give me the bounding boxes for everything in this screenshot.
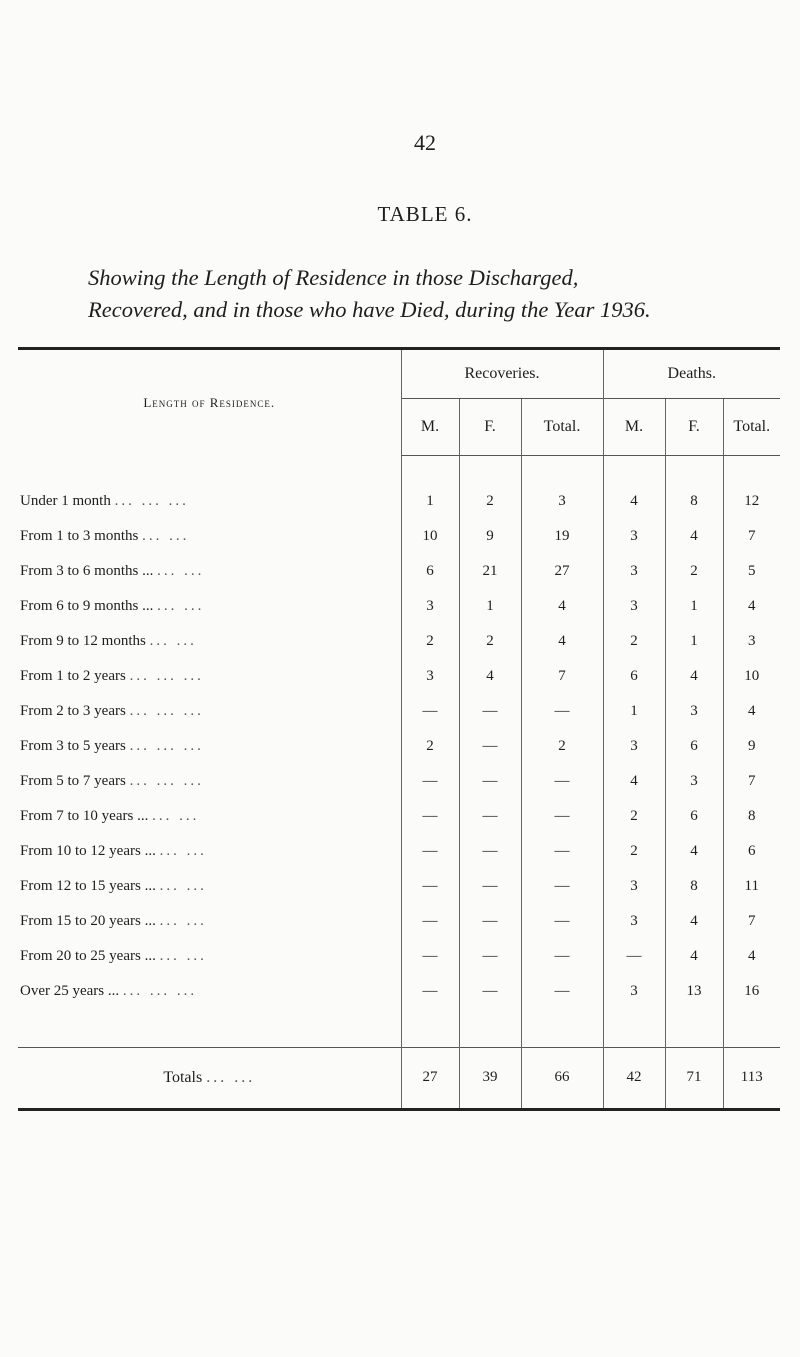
recoveries-male-total-cell: 27 [401, 1047, 459, 1109]
deaths-male-cell: 3 [603, 869, 665, 904]
row-label-text: From 6 to 9 months ... [20, 597, 154, 614]
row-label [18, 519, 401, 554]
row-label [18, 659, 401, 694]
table-row [18, 624, 780, 659]
recoveries-female-total-cell: 39 [459, 1047, 521, 1109]
row-label [18, 554, 401, 589]
row-label-text: From 12 to 15 years ... [20, 877, 156, 894]
leader-dots: ... ... ... [129, 667, 204, 684]
recoveries-total-cell: — [521, 694, 603, 729]
table-row [18, 974, 780, 1009]
deaths-female-cell: 8 [665, 456, 723, 519]
table-row [18, 589, 780, 624]
leader-dots: ... ... [159, 842, 207, 859]
leader-dots: ... ... [149, 632, 197, 649]
table-row [18, 694, 780, 729]
spacer-cell [459, 1009, 521, 1048]
totals-label-text: Totals [163, 1068, 203, 1086]
leader-dots: ... ... ... [114, 492, 189, 509]
recoveries-female-cell: 2 [459, 456, 521, 519]
row-label-text: From 1 to 2 years [20, 667, 126, 684]
totals-row [18, 1047, 780, 1109]
deaths-total-cell: 3 [723, 624, 780, 659]
deaths-male-cell: 3 [603, 589, 665, 624]
row-label-text: Over 25 years ... [20, 982, 120, 999]
row-label-text: Under 1 month [20, 492, 111, 509]
table-caption-line-1: Showing the Length of Residence in those Discharged, [88, 265, 579, 290]
deaths-header: Deaths. [603, 349, 780, 399]
row-label-text: From 15 to 20 years ... [20, 912, 156, 929]
deaths-male-cell: 3 [603, 519, 665, 554]
recoveries-total-cell: — [521, 834, 603, 869]
recoveries-total-cell: 3 [521, 456, 603, 519]
table-row [18, 456, 780, 519]
recoveries-total-cell: 2 [521, 729, 603, 764]
deaths-male-cell: 3 [603, 554, 665, 589]
leader-dots: ... ... ... [129, 702, 204, 719]
deaths-total-cell: 4 [723, 589, 780, 624]
table-title: TABLE 6. [377, 202, 473, 226]
deaths-male-cell: 4 [603, 764, 665, 799]
deaths-total-cell: 6 [723, 834, 780, 869]
deaths-total-cell: 10 [723, 659, 780, 694]
recoveries-total-cell: — [521, 764, 603, 799]
table-row [18, 869, 780, 904]
row-label [18, 764, 401, 799]
recoveries-total-cell: 4 [521, 624, 603, 659]
recoveries-male-cell: 2 [401, 624, 459, 659]
recoveries-total-cell: — [521, 904, 603, 939]
table-row [18, 659, 780, 694]
row-label [18, 904, 401, 939]
recoveries-male-cell: — [401, 834, 459, 869]
deaths-total-cell: 7 [723, 904, 780, 939]
row-label [18, 834, 401, 869]
deaths-female-cell: 1 [665, 624, 723, 659]
deaths-female-total-cell: 71 [665, 1047, 723, 1109]
deaths-male-cell: 1 [603, 694, 665, 729]
leader-dots: ... ... [157, 597, 205, 614]
recoveries-female-cell: — [459, 904, 521, 939]
deaths-male-cell: — [603, 939, 665, 974]
row-label [18, 939, 401, 974]
recoveries-male-cell: — [401, 694, 459, 729]
deaths-female-cell: 3 [665, 694, 723, 729]
recoveries-male-cell: — [401, 939, 459, 974]
recoveries-male-cell: — [401, 904, 459, 939]
recoveries-female-cell: 1 [459, 589, 521, 624]
totals-label [18, 1047, 401, 1109]
deaths-total-total-cell: 113 [723, 1047, 780, 1109]
deaths-total-cell: 7 [723, 519, 780, 554]
row-label [18, 624, 401, 659]
recoveries-total-cell: — [521, 939, 603, 974]
recoveries-total-cell: — [521, 869, 603, 904]
spacer-cell [18, 1009, 401, 1048]
table-row [18, 939, 780, 974]
spacer-cell [665, 1009, 723, 1048]
deaths-male-cell: 4 [603, 456, 665, 519]
recoveries-header: Recoveries. [401, 349, 603, 399]
deaths-male-cell: 2 [603, 624, 665, 659]
table-caption-line-2: Recovered, and in those who have Died, during the Year 1936. [88, 297, 651, 322]
leader-dots: ... ... [206, 1068, 256, 1086]
table-body [18, 456, 780, 1110]
recoveries-male-cell: 2 [401, 729, 459, 764]
row-label-text: From 10 to 12 years ... [20, 842, 156, 859]
row-label [18, 974, 401, 1009]
deaths-male-cell: 6 [603, 659, 665, 694]
page-number: 42 [414, 130, 436, 155]
recoveries-female-cell: 2 [459, 624, 521, 659]
deaths-total-cell: 8 [723, 799, 780, 834]
deaths-total-cell: 16 [723, 974, 780, 1009]
spacer-row [18, 1009, 780, 1048]
recoveries-male-cell: 1 [401, 456, 459, 519]
row-label-text: From 20 to 25 years ... [20, 947, 156, 964]
row-label [18, 799, 401, 834]
recoveries-female-cell: — [459, 694, 521, 729]
row-label-text: From 9 to 12 months [20, 632, 146, 649]
table-row [18, 729, 780, 764]
row-label [18, 869, 401, 904]
recoveries-male-cell: — [401, 799, 459, 834]
recoveries-male-cell: 3 [401, 589, 459, 624]
deaths-female-cell: 3 [665, 764, 723, 799]
deaths-female-cell: 4 [665, 939, 723, 974]
deaths-total-cell: 7 [723, 764, 780, 799]
deaths-total-cell: 4 [723, 939, 780, 974]
recoveries-female-cell: — [459, 974, 521, 1009]
recoveries-total-header: Total. [521, 399, 603, 456]
row-label-text: From 1 to 3 months [20, 527, 139, 544]
recoveries-female-cell: 4 [459, 659, 521, 694]
deaths-female-cell: 4 [665, 519, 723, 554]
spacer-cell [401, 1009, 459, 1048]
leader-dots: ... ... ... [129, 737, 204, 754]
recoveries-total-cell: 27 [521, 554, 603, 589]
row-label-text: From 2 to 3 years [20, 702, 126, 719]
row-label-text: From 7 to 10 years ... [20, 807, 149, 824]
recoveries-female-header: F. [459, 399, 521, 456]
recoveries-male-cell: — [401, 974, 459, 1009]
recoveries-female-cell: — [459, 939, 521, 974]
leader-dots: ... ... [159, 947, 207, 964]
residence-table [18, 347, 780, 1111]
deaths-male-cell: 2 [603, 834, 665, 869]
deaths-female-cell: 4 [665, 659, 723, 694]
row-label [18, 694, 401, 729]
deaths-female-cell: 8 [665, 869, 723, 904]
deaths-male-header: M. [603, 399, 665, 456]
table-row [18, 764, 780, 799]
deaths-female-cell: 4 [665, 834, 723, 869]
table-row [18, 799, 780, 834]
row-label-text: From 5 to 7 years [20, 772, 126, 789]
spacer-cell [603, 1009, 665, 1048]
deaths-male-cell: 3 [603, 904, 665, 939]
recoveries-male-cell: — [401, 869, 459, 904]
deaths-female-cell: 6 [665, 729, 723, 764]
recoveries-total-cell: 4 [521, 589, 603, 624]
leader-dots: ... ... [152, 807, 200, 824]
spacer-cell [723, 1009, 780, 1048]
deaths-female-cell: 6 [665, 799, 723, 834]
recoveries-total-total-cell: 66 [521, 1047, 603, 1109]
recoveries-total-cell: 7 [521, 659, 603, 694]
row-label-text: From 3 to 5 years [20, 737, 126, 754]
deaths-male-cell: 2 [603, 799, 665, 834]
table-row [18, 554, 780, 589]
recoveries-total-cell: — [521, 974, 603, 1009]
deaths-total-cell: 4 [723, 694, 780, 729]
length-of-residence-header: Length of Residence. [18, 349, 401, 456]
recoveries-total-cell: — [521, 799, 603, 834]
table-row [18, 834, 780, 869]
deaths-total-header: Total. [723, 399, 780, 456]
table-row [18, 904, 780, 939]
recoveries-male-header: M. [401, 399, 459, 456]
leader-dots: ... ... [142, 527, 190, 544]
deaths-female-cell: 2 [665, 554, 723, 589]
recoveries-male-cell: — [401, 764, 459, 799]
deaths-male-total-cell: 42 [603, 1047, 665, 1109]
deaths-total-cell: 9 [723, 729, 780, 764]
deaths-male-cell: 3 [603, 729, 665, 764]
row-label [18, 589, 401, 624]
deaths-female-cell: 1 [665, 589, 723, 624]
recoveries-female-cell: 9 [459, 519, 521, 554]
deaths-total-cell: 5 [723, 554, 780, 589]
deaths-total-cell: 12 [723, 456, 780, 519]
leader-dots: ... ... [159, 877, 207, 894]
deaths-female-cell: 4 [665, 904, 723, 939]
deaths-total-cell: 11 [723, 869, 780, 904]
deaths-male-cell: 3 [603, 974, 665, 1009]
spacer-cell [521, 1009, 603, 1048]
recoveries-male-cell: 10 [401, 519, 459, 554]
row-label [18, 729, 401, 764]
table-row [18, 519, 780, 554]
recoveries-male-cell: 6 [401, 554, 459, 589]
recoveries-female-cell: — [459, 869, 521, 904]
deaths-female-cell: 13 [665, 974, 723, 1009]
leader-dots: ... ... [157, 562, 205, 579]
recoveries-female-cell: — [459, 834, 521, 869]
recoveries-female-cell: — [459, 799, 521, 834]
leader-dots: ... ... [159, 912, 207, 929]
leader-dots: ... ... ... [122, 982, 198, 999]
recoveries-female-cell: — [459, 729, 521, 764]
recoveries-female-cell: 21 [459, 554, 521, 589]
row-label [18, 456, 401, 519]
deaths-female-header: F. [665, 399, 723, 456]
recoveries-female-cell: — [459, 764, 521, 799]
row-label-text: From 3 to 6 months ... [20, 562, 154, 579]
recoveries-total-cell: 19 [521, 519, 603, 554]
recoveries-male-cell: 3 [401, 659, 459, 694]
leader-dots: ... ... ... [129, 772, 204, 789]
